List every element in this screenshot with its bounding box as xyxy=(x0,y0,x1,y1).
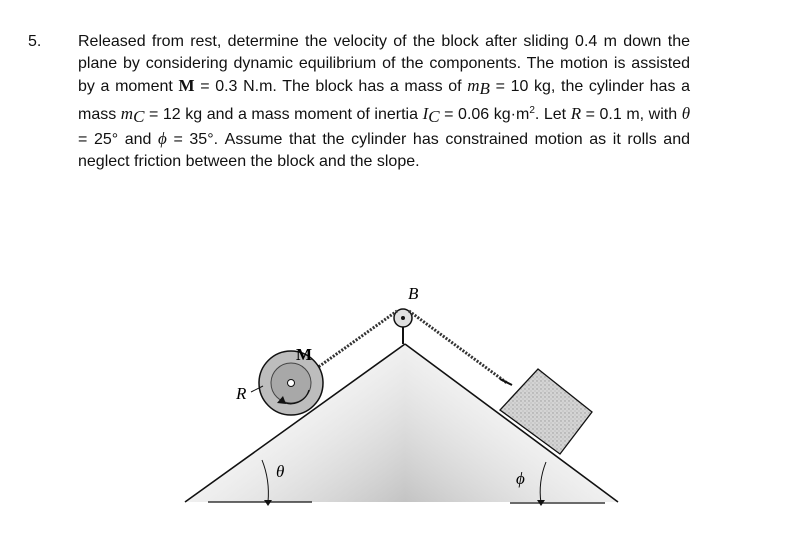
phi-symbol: ϕ xyxy=(158,129,167,148)
text-segment: = 35°. Assume that the cylinder has constrained motion as it rolls and neglect friction between the block and the slope. xyxy=(78,131,690,170)
text-segment: = 0.1 m, with xyxy=(581,106,682,123)
theta-arrowhead xyxy=(264,500,272,506)
cylinder-mass-subscript: C xyxy=(133,107,145,126)
inertia-symbol: I xyxy=(422,104,429,123)
cylinder-mass-symbol: m xyxy=(120,104,134,123)
block-mass-subscript: B xyxy=(479,79,490,98)
block-mass-symbol: m xyxy=(467,76,480,95)
block-attachment xyxy=(500,379,512,385)
text-segment: = 0.3 N.m. The block has a mass of xyxy=(194,78,468,95)
text-segment: = 12 kg and a mass moment of inertia xyxy=(144,106,423,123)
label-phi: ϕ xyxy=(516,469,525,488)
label-b: B xyxy=(408,284,419,303)
pulley-b-hub xyxy=(401,316,405,320)
label-m: M xyxy=(296,345,313,364)
label-r: R xyxy=(236,384,247,403)
moment-symbol: M xyxy=(178,76,195,95)
squared-superscript: 2 xyxy=(529,105,535,116)
text-segment: = 0.06 kg·m xyxy=(439,106,530,123)
inertia-subscript: C xyxy=(428,107,440,126)
text-segment: = 25° and xyxy=(78,131,159,148)
label-theta: θ xyxy=(276,462,285,481)
text-segment: Released from rest, determine the velocity of the block after sliding 0.4 m down the plane by considering dynamic equilibrium of the components. The motion is assisted by a moment xyxy=(78,33,690,95)
theta-symbol: θ xyxy=(681,104,691,123)
radius-symbol: R xyxy=(570,104,582,123)
cylinder-axle xyxy=(288,380,295,387)
question-number: 5. xyxy=(28,33,42,50)
text-segment: = 10 kg, the cylinder has a mass xyxy=(78,78,690,123)
text-segment: . Let xyxy=(534,106,571,123)
